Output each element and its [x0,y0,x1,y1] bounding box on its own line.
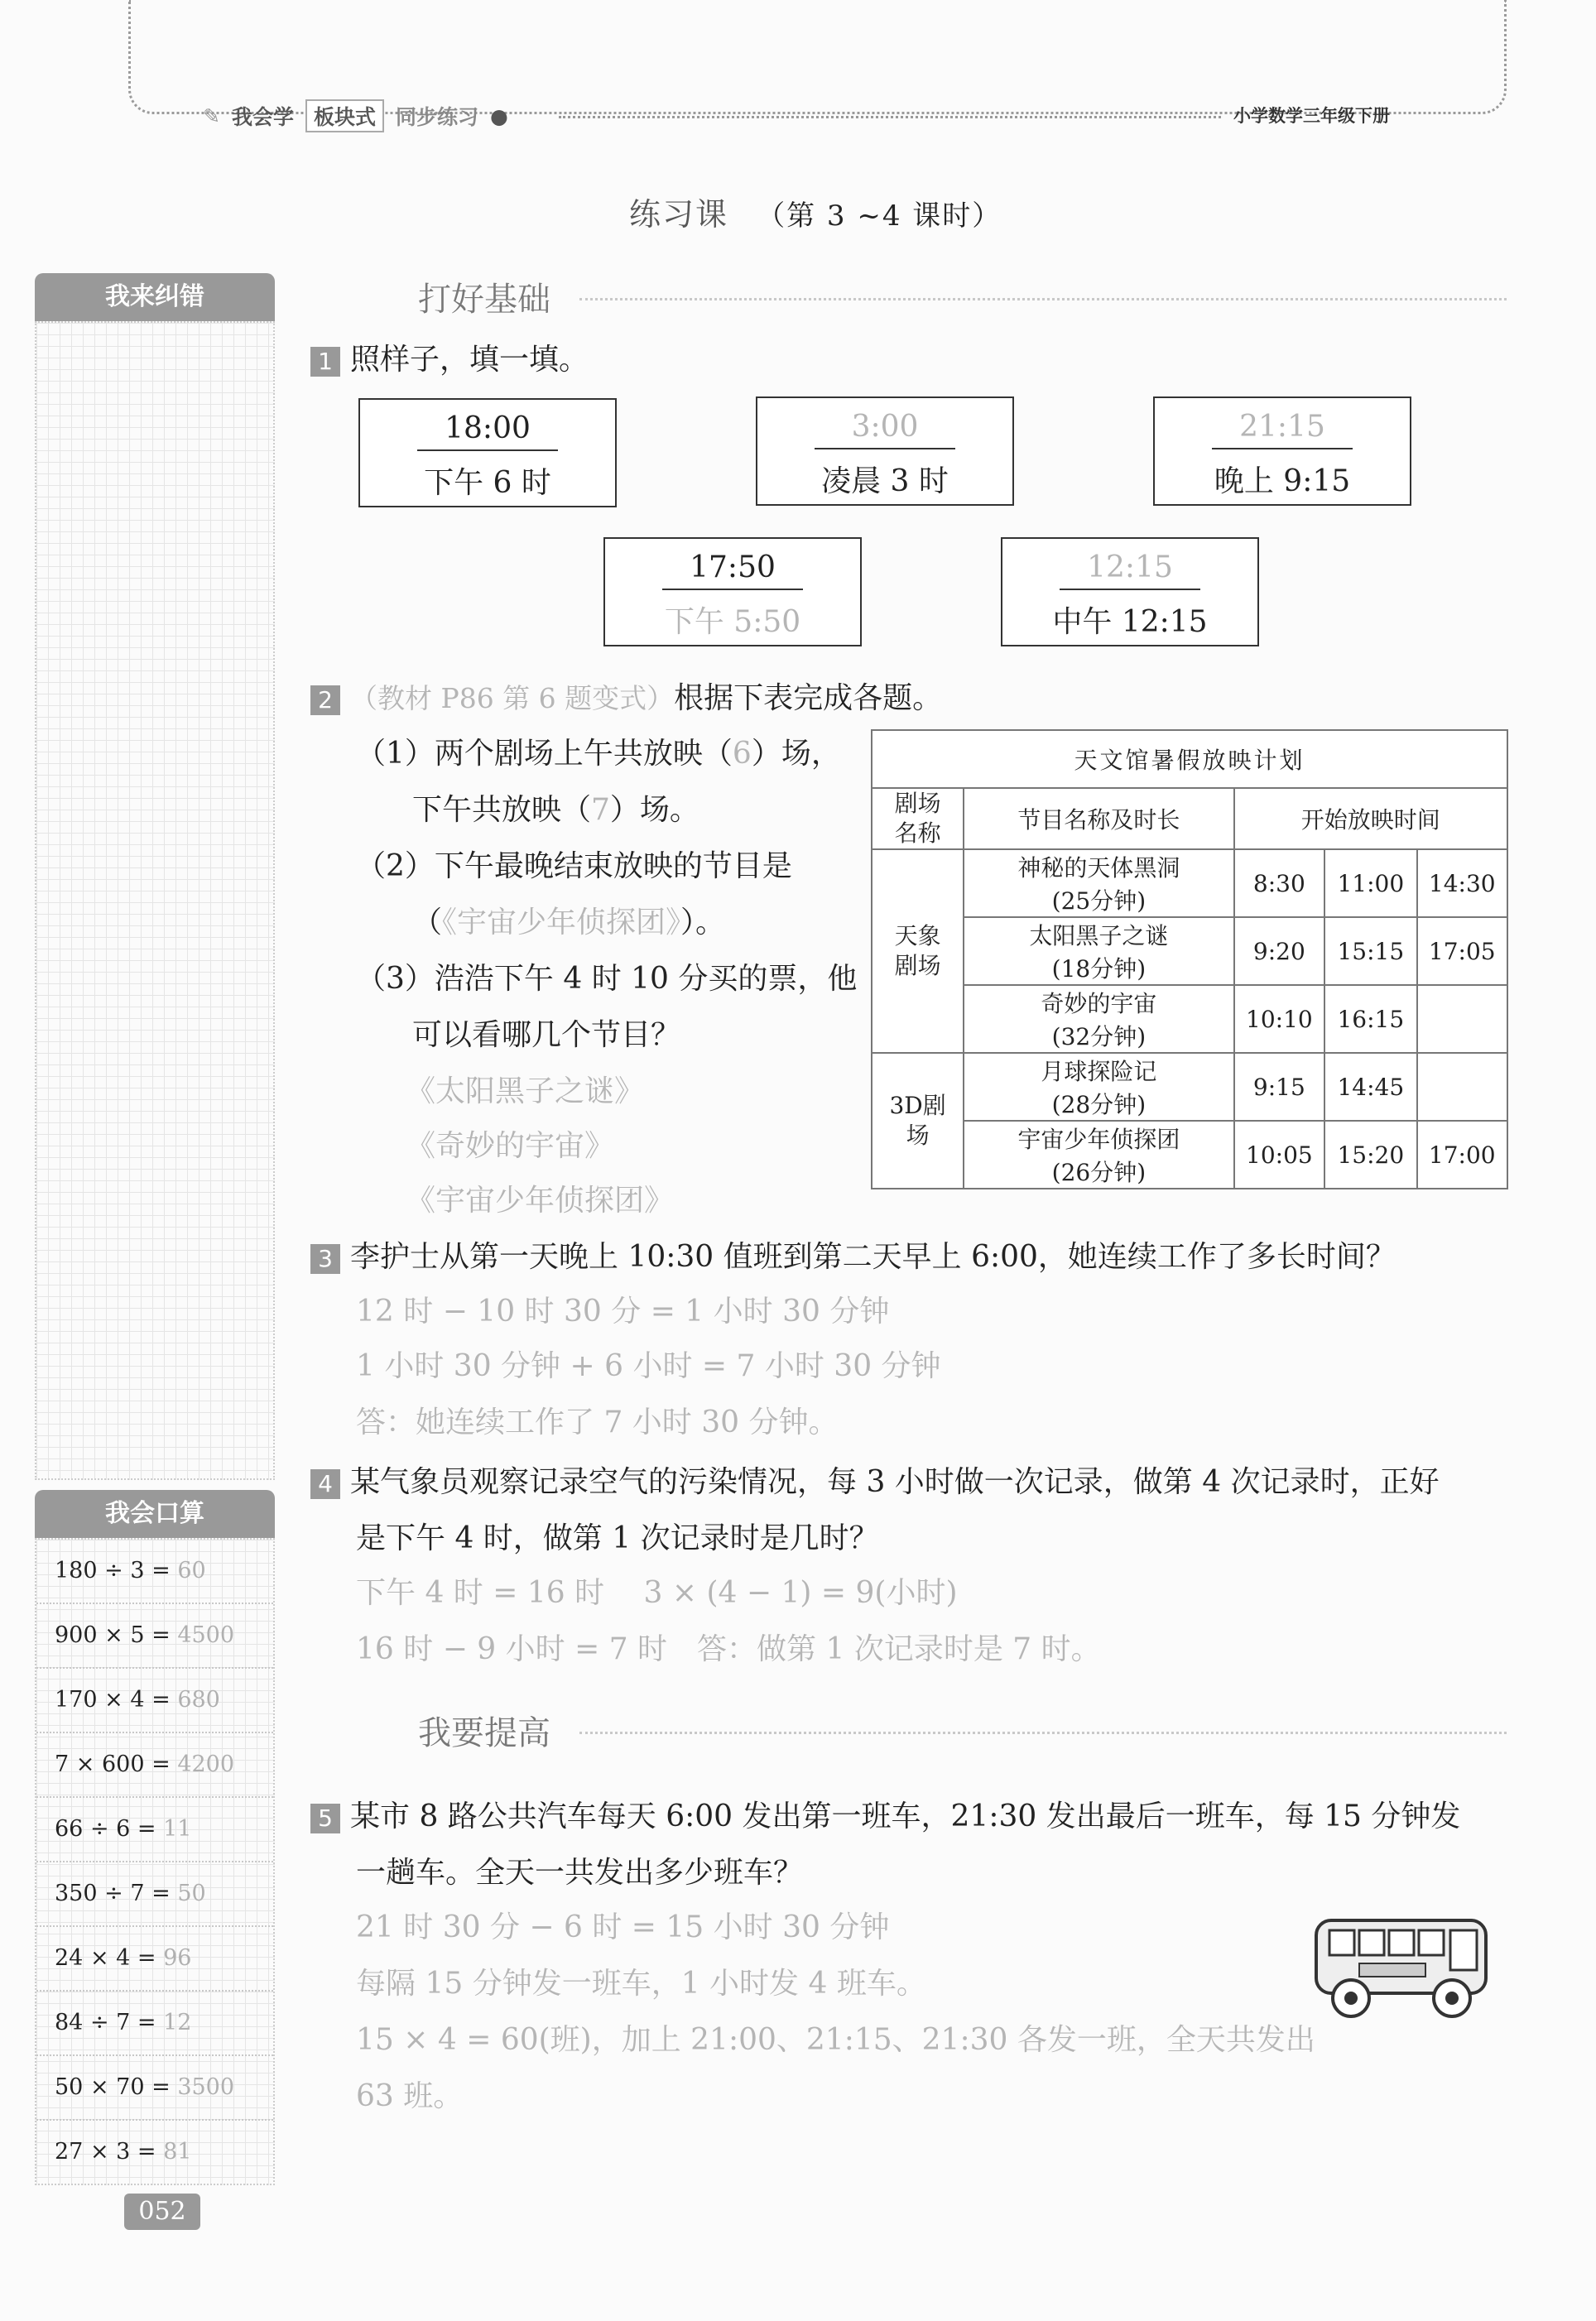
q5-answer: 63 班。 [356,2079,464,2113]
table-row: 宇宙少年侦探团 (26分钟) 10:05 15:20 17:00 [872,1121,1507,1189]
section-divider [579,1732,1507,1734]
oral-item: 170 × 4 = 680 [36,1669,273,1733]
correction-heading: 我来纠错 [35,273,275,321]
q2-part3: （3）浩浩下午 4 时 10 分买的票，他 [356,962,858,996]
q3-answer: 答：她连续工作了 7 小时 30 分钟。 [356,1406,839,1439]
time-box: 21:15 晚上 9:15 [1153,396,1411,506]
q5-answer: 15 × 4 = 60(班)，加上 21:00、21:15、21:30 各发一班，全天共发出 [356,2023,1315,2057]
oral-item: 66 ÷ 6 = 11 [36,1798,273,1862]
bus-illustration [1310,1912,1497,2023]
section-basic: 打好基础 [418,281,550,319]
oral-item: 7 × 600 = 4200 [36,1733,273,1798]
oral-grid [35,1538,275,2185]
q4-answer: 16 时 − 9 小时 = 7 时 答：做第 1 次记录时是 7 时。 [356,1632,1101,1666]
q2-answer: 《宇宙少年侦探团》 [406,1184,675,1218]
q5-answer: 21 时 30 分 − 6 时 = 15 小时 30 分钟 [356,1910,890,1944]
time-box: 3:00 凌晨 3 时 [756,396,1014,506]
q4-text: 是下午 4 时，做第 1 次记录时是几时？ [356,1521,879,1555]
q2-part3b: 可以看哪几个节目？ [412,1018,681,1052]
q2-part1: （1）两个剧场上午共放映（6）场， [356,737,841,771]
header-divider [559,116,1221,118]
oral-heading: 我会口算 [35,1490,275,1538]
question-1: 1 照样子，填一填。 [310,336,589,378]
question-number: 4 [310,1469,340,1499]
q2-part2-answer: （《宇宙少年侦探团》）。 [412,906,726,939]
time-box: 17:50 下午 5:50 [603,537,862,646]
q3-answer: 12 时 − 10 时 30 分 = 1 小时 30 分钟 [356,1295,890,1329]
q2-answer: 《奇妙的宇宙》 [406,1129,615,1163]
header-time: 开始放映时间 [1234,788,1507,849]
question-4: 4 某气象员观察记录空气的污染情况，每 3 小时做一次记录，做第 4 次记录时，正好 [310,1458,1440,1501]
header-theater: 剧场名称 [872,788,964,849]
q2-part1b: 下午共放映（7）场。 [412,793,699,827]
table-caption: 天文馆暑假放映计划 [872,730,1507,788]
question-5: 5 某市 8 路公共汽车每天 6:00 发出第一班车，21:30 发出最后一班车，每 15 分钟发 [310,1793,1460,1835]
time-box: 12:15 中午 12:15 [1001,537,1259,646]
theater-2: 3D剧场 [872,1053,964,1189]
oral-item: 900 × 5 = 4500 [36,1604,273,1669]
table-row: 3D剧场 月球探险记 (28分钟) 9:15 14:45 [872,1053,1507,1121]
oral-item: 350 ÷ 7 = 50 [36,1862,273,1927]
header-program: 节目名称及时长 [964,788,1233,849]
oral-item: 50 × 70 = 3500 [36,2056,273,2121]
table-row: 天象剧场 神秘的天体黑洞 (25分钟) 8:30 11:00 14:30 [872,849,1507,917]
oral-item: 27 × 3 = 81 [55,2139,192,2165]
question-number: 5 [310,1804,340,1833]
page-number: 052 [124,2194,200,2230]
book-logo-icon: ✎ [203,103,220,128]
oral-item: 180 ÷ 3 = 60 [36,1540,273,1604]
header-frame [128,0,1507,114]
correction-grid [35,321,275,1480]
oral-panel [35,1490,275,2185]
table-row: 太阳黑子之谜 (18分钟) 9:20 15:15 17:05 [872,917,1507,985]
section-divider [579,298,1507,300]
q5-text: 一趟车。全天一共发出多少班车？ [356,1856,804,1890]
question-number: 1 [310,347,340,377]
q2-part2: （2）下午最晚结束放映的节目是 [356,849,792,883]
question-number: 2 [310,685,340,715]
question-3: 3 李护士从第一天晚上 10:30 值班到第二天早上 6:00，她连续工作了多长时间？ [310,1233,1396,1276]
q3-answer: 1 小时 30 分钟 + 6 小时 = 7 小时 30 分钟 [356,1349,941,1383]
q5-answer: 每隔 15 分钟发一班车，1 小时发 4 班车。 [356,1967,926,2001]
schedule-table [871,729,1508,1189]
time-box: 18:00 下午 6 时 [358,398,617,507]
section-improve: 我要提高 [418,1714,550,1752]
q4-answer: 下午 4 时 = 16 时 3 × (4 − 1) = 9(小时) [356,1576,958,1610]
table-row: 奇妙的宇宙 (32分钟) 10:10 16:15 [872,985,1507,1053]
series-box: 板块式 [305,99,384,132]
lesson-title: 练习课 （第 3 ~4 课时） [629,196,1002,233]
oral-item: 24 × 4 = 96 [36,1927,273,1992]
header-brand: ✎ 我会学 板块式 同步练习 ● [203,99,508,132]
oral-item: 84 ÷ 7 = 12 [36,1992,273,2056]
theater-1: 天象剧场 [872,849,964,1053]
grade-label: 小学数学三年级下册 [1233,106,1390,126]
q2-answer: 《太阳黑子之谜》 [406,1074,645,1108]
question-2: 2 （教材 P86 第 6 题变式）根据下表完成各题。 [310,675,942,717]
question-number: 3 [310,1244,340,1274]
